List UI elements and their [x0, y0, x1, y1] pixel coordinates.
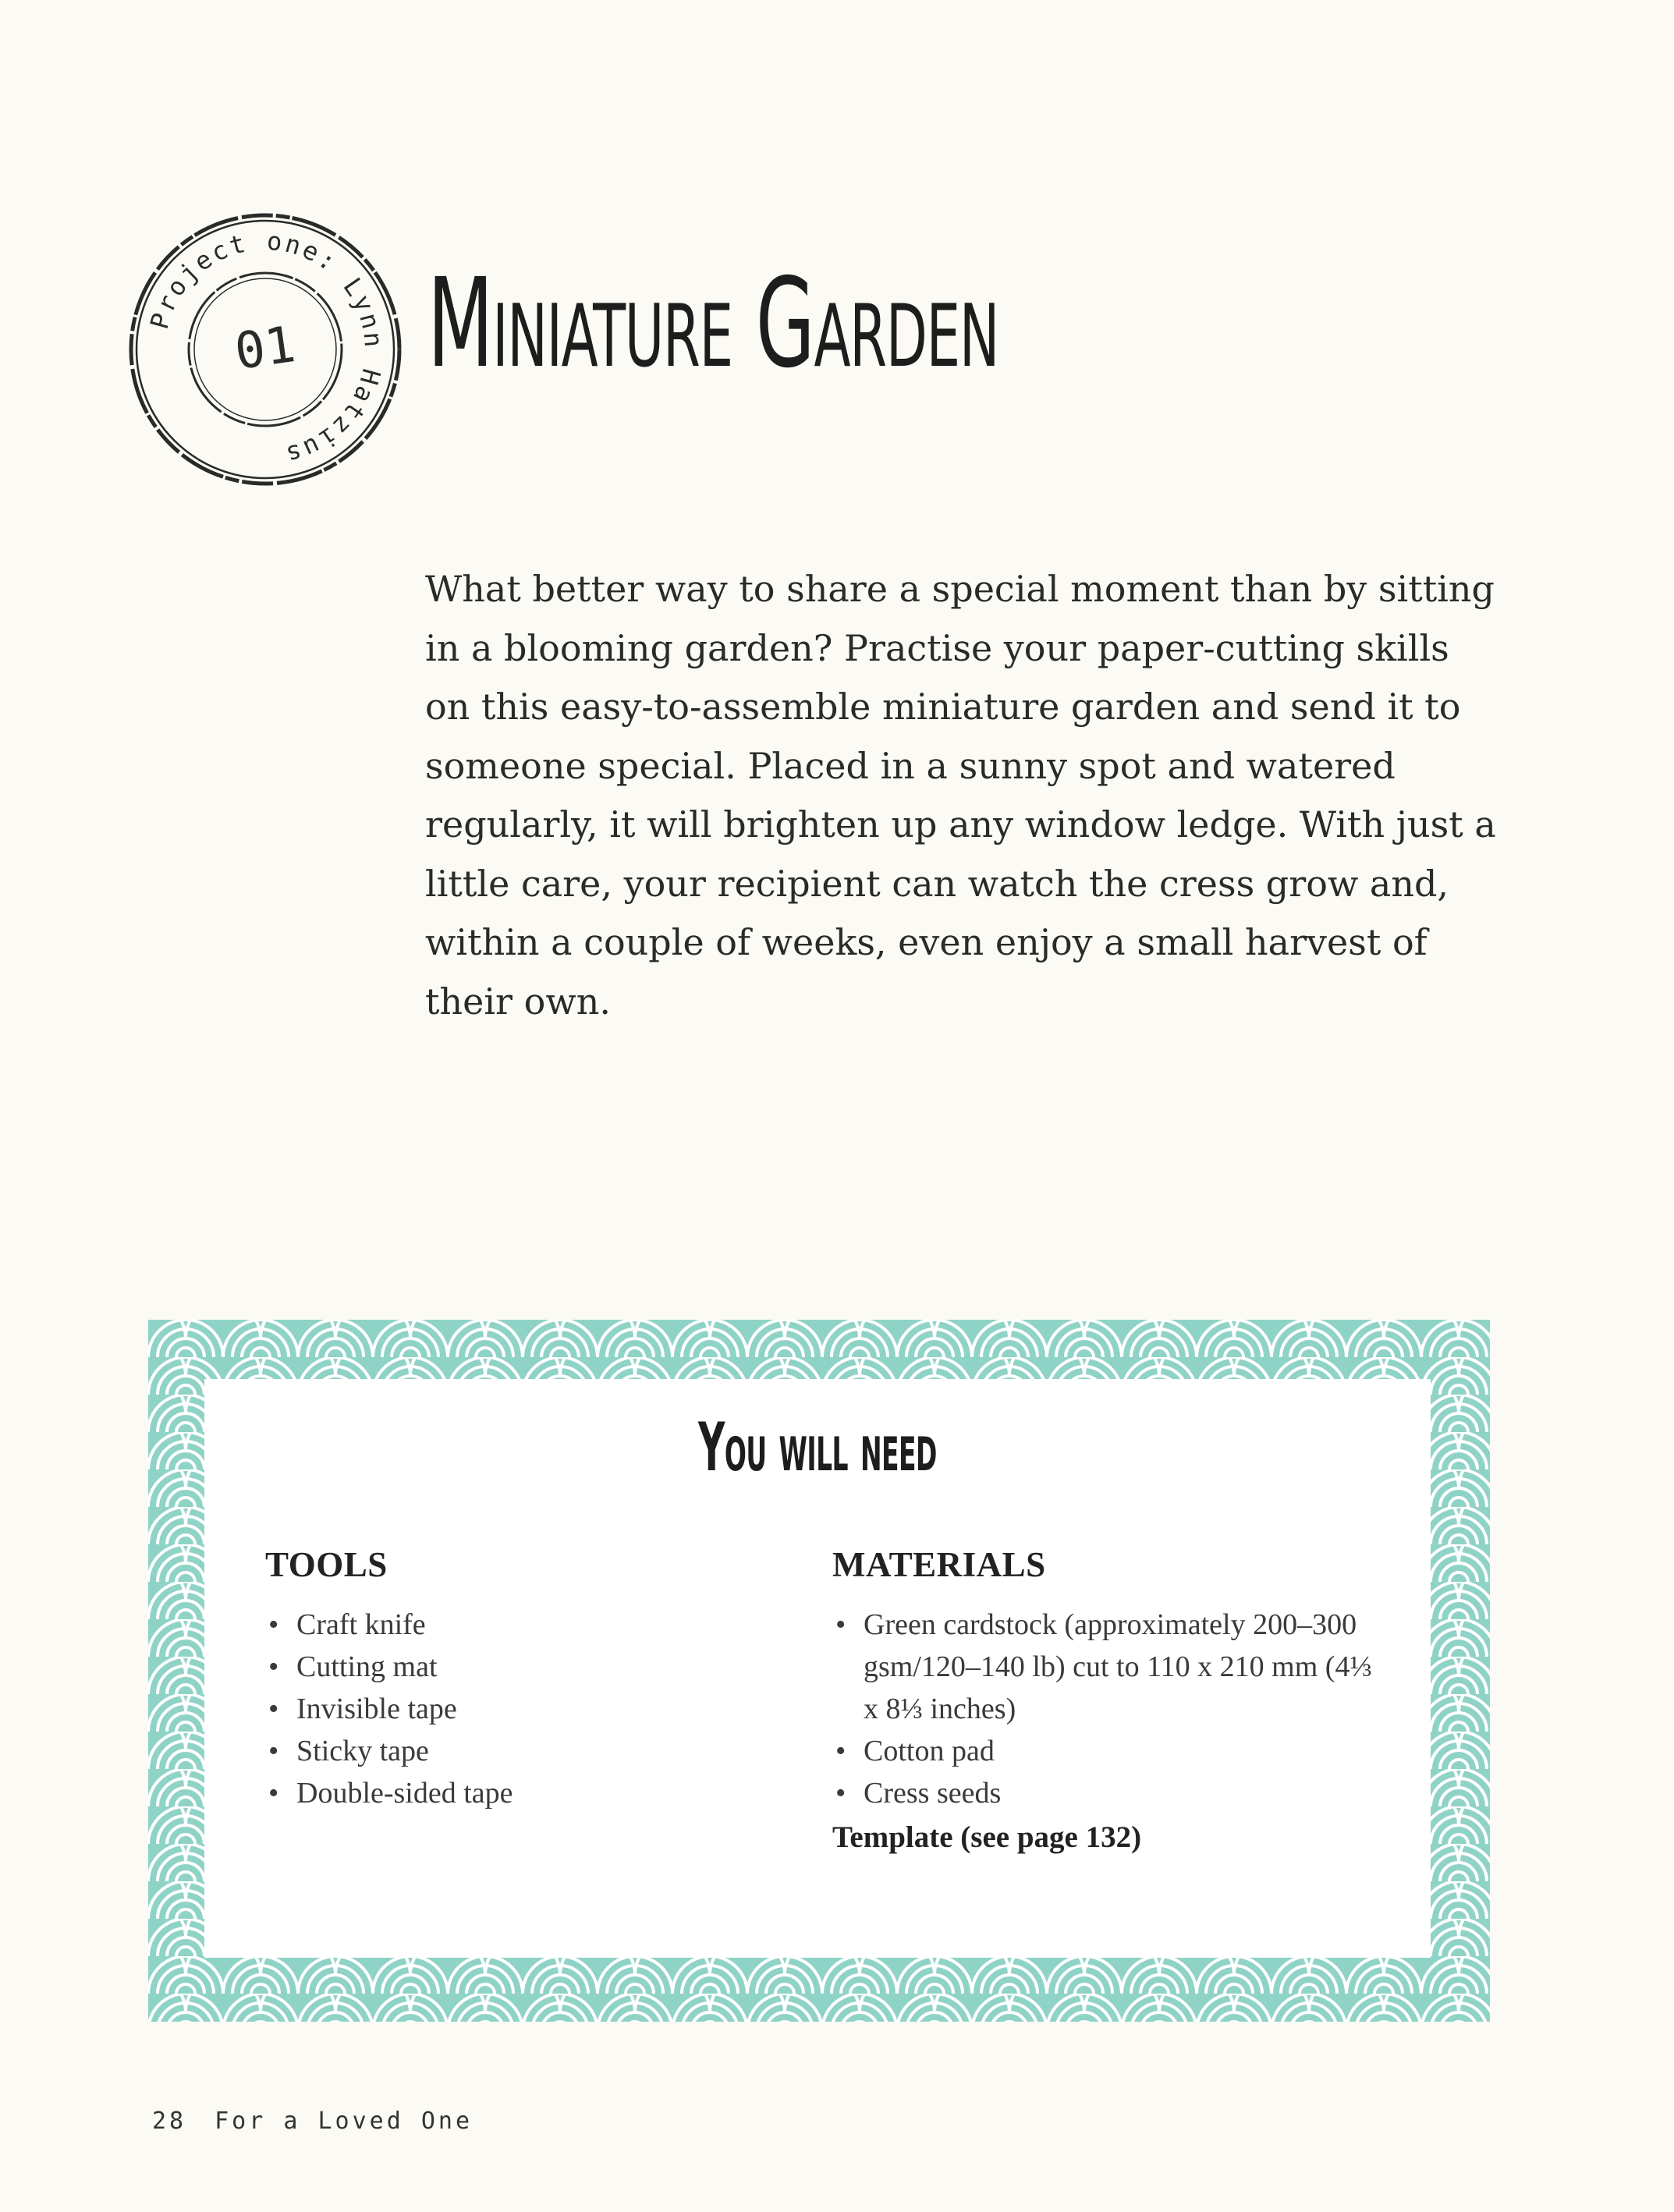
tools-heading: TOOLS — [265, 1545, 388, 1584]
list-item — [265, 1604, 780, 1646]
list-item — [832, 1730, 1378, 1772]
you-will-need-panel — [148, 1320, 1490, 2022]
template-reference: Template (see page 132) — [832, 1820, 1142, 1854]
materials-list — [832, 1604, 1378, 1814]
bullet: • — [835, 1608, 846, 1641]
stamp-graphic — [125, 209, 406, 490]
tool-item: Sticky tape — [296, 1735, 429, 1767]
tools-column — [265, 1543, 780, 1814]
tool-item: Double-sided tape — [296, 1777, 513, 1810]
bullet: • — [268, 1608, 279, 1641]
list-item — [265, 1730, 780, 1772]
bullet: • — [835, 1735, 846, 1767]
tool-item: Invisible tape — [296, 1693, 457, 1725]
materials-heading: MATERIALS — [832, 1545, 1046, 1584]
tool-item: Cutting mat — [296, 1650, 438, 1683]
bullet: • — [835, 1777, 846, 1810]
material-item: Cress seeds — [864, 1777, 1002, 1810]
stamp-number: 01 — [231, 316, 300, 382]
tool-item: Craft knife — [296, 1608, 426, 1641]
list-item — [265, 1646, 780, 1688]
list-item — [832, 1604, 1378, 1730]
list-item — [265, 1688, 780, 1730]
stamp-ring-text: Project one: Lynn Hatzius — [144, 225, 389, 471]
project-stamp — [125, 209, 406, 490]
list-item — [265, 1772, 780, 1814]
bullet: • — [268, 1735, 279, 1767]
page-title: Miniature Garden — [427, 252, 999, 395]
bullet: • — [268, 1777, 279, 1810]
section-title: For a Loved One — [215, 2107, 473, 2135]
intro-paragraph: What better way to share a special moment than by sitting in a blooming garden? Practise your paper-cutting skills on this easy-to-assemble miniature garden and send it to someone special. Placed in a sunny spot and watered regularly, it will brighten up any window ledge. With just a little care, your recipient can watch the cress grow and, within a couple of weeks, even enjoy a small harvest of their own. — [425, 568, 1496, 1023]
page-footer — [152, 2106, 473, 2137]
needs-content-box — [204, 1379, 1431, 1958]
materials-column — [832, 1543, 1378, 1859]
bullet: • — [268, 1693, 279, 1725]
bullet: • — [268, 1650, 279, 1683]
material-item: Cotton pad — [864, 1735, 995, 1767]
page-number: 28 — [152, 2107, 187, 2135]
you-will-need-title: You will need — [698, 1409, 937, 1487]
material-item: Green cardstock (approximately 200–300 gsm/120–140 lb) cut to 110 x 210 mm (4⅓ x 8⅓ inches) — [864, 1608, 1372, 1725]
tools-list — [265, 1604, 780, 1814]
list-item — [832, 1772, 1378, 1814]
